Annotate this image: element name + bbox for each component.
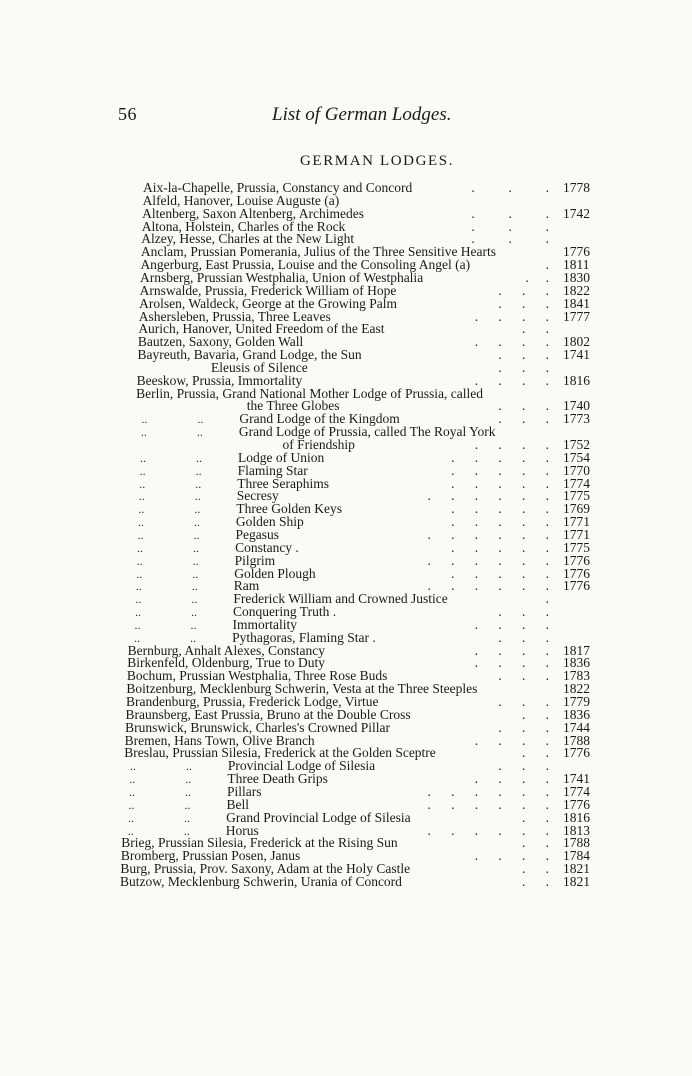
ditto-mark: .. [193,540,200,555]
lodge-entry-text: Bochum, Prussian Westphalia, Three Rose Buds [126,668,388,684]
lodge-entry-text: Flaming Star [237,462,308,478]
leader-dots: . . . . . . [427,796,549,812]
leader-dots: . . . . [474,732,549,748]
year-founded: 1816 [562,372,590,388]
year-founded: 1771 [563,526,590,542]
lodge-entry-text: Birkenfeld, Oldenburg, True to Duty [127,655,325,671]
ditto-mark: .. [129,759,136,774]
lodge-entry-text: Pillars [226,783,262,799]
ditto-mark: .. [184,810,191,825]
lodge-entry-text: Bell [226,796,250,812]
year-founded: 1776 [562,745,590,761]
lodge-entry-text: Constancy . [235,539,299,555]
lodge-entry-text: Ashersleben, Prussia, Three Leaves [138,308,331,324]
leader-dots: . . . . [474,848,549,864]
lodge-entry-text: Altona, Holstein, Charles of the Rock [141,218,346,234]
year-founded: 1776 [562,796,590,812]
lodge-entry-text: Pilgrim [234,552,276,568]
ditto-mark: .. [196,450,203,465]
year-founded: 1821 [563,873,590,889]
leader-dots: . . . . [474,616,549,632]
year-founded: 1741 [562,347,590,363]
leader-dots: . . . . [474,771,549,787]
leader-dots: . . . [471,180,549,195]
lodge-entry-text: Bromberg, Prussian Posen, Janus [120,848,301,864]
leader-dots: . . . . . [451,501,549,517]
year-founded: 1770 [562,462,590,478]
lodge-entry-text: of Friendship [282,437,355,452]
ditto-mark: .. [192,553,199,568]
ditto-mark: .. [128,810,135,825]
lodge-entry-text: Arnswalde, Prussia, Frederick William of Hope [139,282,397,298]
year-founded: 1830 [562,269,590,285]
year-founded: 1777 [562,308,590,324]
leader-dots: . . . . . . [427,783,549,799]
ditto-mark: .. [128,797,135,812]
leader-dots: . [545,591,549,607]
ditto-mark: .. [129,772,136,787]
ditto-mark: .. [184,784,191,799]
ditto-mark: .. [190,605,197,620]
year-founded: 1821 [562,861,590,877]
ditto-mark: .. [185,759,192,774]
year-founded: 1754 [562,449,590,465]
leader-dots: . . . [498,694,549,709]
lodge-entry-text: Golden Plough [234,565,316,581]
lodge-entry-text: Aix-la-Chapelle, Prussia, Constancy and Concord [143,180,413,195]
year-founded: 1822 [562,681,590,697]
leader-dots: . . . . . [451,514,549,530]
lodge-entry-text: Pythagoras, Flaming Star . [232,629,376,645]
lodge-entry-text: Pegasus [235,526,279,542]
leader-dots: . . . . . . [427,552,549,568]
ditto-mark: .. [140,450,147,465]
lodge-entry-text: Ram [233,578,260,594]
ditto-mark: .. [194,489,201,504]
year-founded: 1776 [562,578,590,594]
year-founded: 1775 [562,488,590,504]
year-founded: 1783 [562,668,590,684]
leader-dots: . . . . . . [427,822,549,838]
year-founded: 1779 [562,694,590,709]
ditto-mark: .. [190,617,197,632]
lodge-entry-text: Altenberg, Saxon Altenberg, Archimedes [142,205,364,221]
year-founded: 1836 [562,706,590,722]
ditto-mark: .. [185,772,192,787]
leader-dots: . . . . . [451,475,549,491]
leader-dots: . . [521,321,549,337]
lodge-entry-text: Grand Lodge of Prussia, called The Royal York [238,424,496,440]
leader-dots: . . . [498,668,549,684]
ditto-mark: .. [193,515,200,530]
lodge-entry-text: the Three Globes [246,398,340,414]
year-founded: 1776 [562,244,590,260]
lodge-entry-text: Secresy [236,488,279,504]
lodge-entry-text: Immortality [232,616,298,632]
leader-dots: . . . . [474,437,549,452]
leader-dots: . . [521,809,549,825]
lodge-entry-text: Frederick William and Crowned Justice [233,591,448,607]
leader-dots: . . . . . . [427,488,549,504]
year-founded: 1776 [562,565,590,581]
lodge-entry-text: Eleusis of Silence [211,359,308,375]
ditto-mark: .. [134,630,141,645]
lodge-entry-text: Brandenburg, Prussia, Frederick Lodge, Virtue [125,694,379,709]
lodge-entry-text: Angerburg, East Prussia, Louise and the Consoling Angel (a) [140,257,471,273]
ditto-mark: .. [136,566,143,581]
leader-dots: . . . . . [451,449,549,465]
leader-dots: . . . [498,398,549,414]
leader-dots: . . . [498,295,549,311]
leader-dots: . . . [471,218,549,234]
ditto-mark: .. [140,425,147,440]
year-founded: 1774 [562,475,590,491]
leader-dots: . . [521,835,549,851]
lodge-entry-text: Brunswick, Brunswick, Charles's Crowned Pillar [125,719,391,735]
ditto-mark: .. [192,566,199,581]
section-title: GERMAN LODGES. [300,153,455,169]
ditto-mark: .. [135,579,142,594]
ditto-mark: .. [134,617,141,632]
lodge-entry-text: Berlin, Prussia, Grand National Mother Lodge of Prussia, called [136,385,483,401]
lodge-entry-text: Beeskow, Prussia, Immortality [136,372,303,388]
lodge-entry-text: Alzey, Hesse, Charles at the New Light [141,231,355,247]
ditto-mark: .. [195,476,202,491]
year-founded: 1778 [563,180,590,195]
year-founded: 1771 [562,514,590,530]
lodge-entry-text: Bremen, Hans Town, Olive Branch [124,732,315,748]
year-founded: 1769 [562,501,590,517]
lodge-entry-text: Golden Ship [235,514,304,530]
leader-dots: . [545,257,549,273]
lodge-entry-text: Alfeld, Hanover, Louise Auguste (a) [142,192,340,208]
leader-dots: . . . . [474,642,549,658]
ditto-mark: .. [138,489,145,504]
lodge-entry-text: Burg, Prussia, Prov. Saxony, Adam at the Holy Castle [120,861,411,877]
year-founded: 1741 [562,771,590,787]
ditto-mark: .. [137,540,144,555]
year-founded: 1752 [562,437,590,452]
ditto-mark: .. [139,463,146,478]
ditto-mark: .. [194,502,201,517]
leader-dots: . . . [498,629,549,645]
ditto-mark: .. [127,823,134,838]
lodge-entry-text: Three Seraphims [237,475,330,491]
leader-dots: . . [522,873,549,889]
lodge-entry-text: Brieg, Prussian Silesia, Frederick at the Rising Sun [121,835,398,851]
ditto-mark: .. [134,605,141,620]
lodge-entry-text: Horus [225,822,259,838]
year-founded: 1813 [562,822,590,838]
leader-dots: . . . . [474,334,549,350]
lodge-entry-text: Breslau, Prussian Silesia, Frederick at the Golden Sceptre [124,745,436,761]
lodge-entry-text: Three Death Grips [227,771,328,787]
leader-dots: . . [521,706,549,722]
lodge-entry-text: Braunsberg, East Prussia, Bruno at the Double Cross [125,706,411,722]
year-founded: 1775 [562,539,590,555]
leader-dots: . . [521,861,549,877]
year-founded: 1744 [562,719,590,735]
year-founded: 1740 [562,398,590,414]
lodge-entry-text: Butzow, Mecklenburg Schwerin, Urania of Concord [120,873,402,889]
ditto-mark: .. [139,476,146,491]
lodge-entry-text: Grand Lodge of the Kingdom [239,411,400,427]
year-founded: 1776 [562,552,590,568]
list-item [120,875,599,889]
ditto-mark: .. [195,463,202,478]
leader-dots: . . . [498,411,549,427]
lodge-entry-text: Boitzenburg, Mecklenburg Schwerin, Vesta at the Three Steeples [126,681,478,697]
leader-dots: . . . [498,282,549,298]
leader-dots: . . . . . . [427,526,549,542]
leader-dots: . . . [471,231,549,247]
lodge-entry-text: Aurich, Hanover, United Freedom of the East [138,321,385,337]
leader-dots: . . . . [474,655,549,671]
year-founded: 1802 [562,334,590,350]
ditto-mark: .. [136,553,143,568]
ditto-mark: .. [197,412,204,427]
ditto-mark: .. [135,592,142,607]
lodge-entry-text: Arolsen, Waldeck, George at the Growing Palm [139,295,398,311]
leader-dots: . . . . . [451,462,549,478]
ditto-mark: .. [137,515,144,530]
ditto-mark: .. [183,823,190,838]
lodge-entry-text: Conquering Truth . [232,604,337,620]
lodge-entry-text: Three Golden Keys [236,501,343,517]
ditto-mark: .. [191,592,198,607]
ditto-mark: .. [138,502,145,517]
page-number: 56 [118,104,137,124]
year-founded: 1822 [562,282,590,298]
leader-dots: . . . [498,359,549,375]
year-founded: 1788 [562,732,590,748]
year-founded: 1788 [562,835,590,851]
leader-dots: . . . . . [451,539,549,555]
lodge-entry-text: Anclam, Prussian Pomerania, Julius of the Three Sensitive Hearts [140,244,497,260]
ditto-mark: .. [191,579,198,594]
leader-dots: . . . . . [451,565,549,581]
lodge-entry-text: Bernburg, Anhalt Alexes, Constancy [127,642,326,658]
leader-dots: . . [521,745,549,761]
year-founded: 1784 [562,848,590,864]
ditto-mark: .. [184,797,191,812]
ditto-mark: .. [196,425,203,440]
leader-dots: . . . [498,758,549,774]
leader-dots: . . . [498,347,549,363]
leader-dots: . . . . [474,372,549,388]
leader-dots: . . . . [474,308,549,324]
ditto-mark: .. [141,412,148,427]
year-founded: 1742 [562,205,590,221]
lodge-entry-text: Bayreuth, Bavaria, Grand Lodge, the Sun [137,347,362,363]
ditto-mark: .. [193,527,200,542]
year-founded: 1841 [562,295,590,311]
leader-dots: . . . [471,205,549,221]
year-founded: 1774 [562,783,590,799]
year-founded: 1816 [562,809,590,825]
lodge-entry-text: Bautzen, Saxony, Golden Wall [137,334,304,350]
leader-dots: . . . [498,604,549,620]
lodge-entry-text: Provincial Lodge of Silesia [227,758,376,774]
lodge-entry-text: Lodge of Union [238,449,325,465]
year-founded: 1773 [562,411,590,427]
lodge-entry-text: Arnsberg, Prussian Westphalia, Union of Westphalia [140,269,424,285]
ditto-mark: .. [128,784,135,799]
year-founded: 1811 [562,257,590,273]
ditto-mark: .. [137,527,144,542]
running-title: List of German Lodges. [272,104,452,125]
year-founded: 1817 [562,642,590,658]
leader-dots: . . [525,269,549,285]
lodge-entry-text: Grand Provincial Lodge of Silesia [226,809,411,825]
leader-dots: . . . [498,719,549,735]
year-founded: 1836 [562,655,590,671]
ditto-mark: .. [190,630,197,645]
leader-dots: . . . . . . [427,578,549,594]
